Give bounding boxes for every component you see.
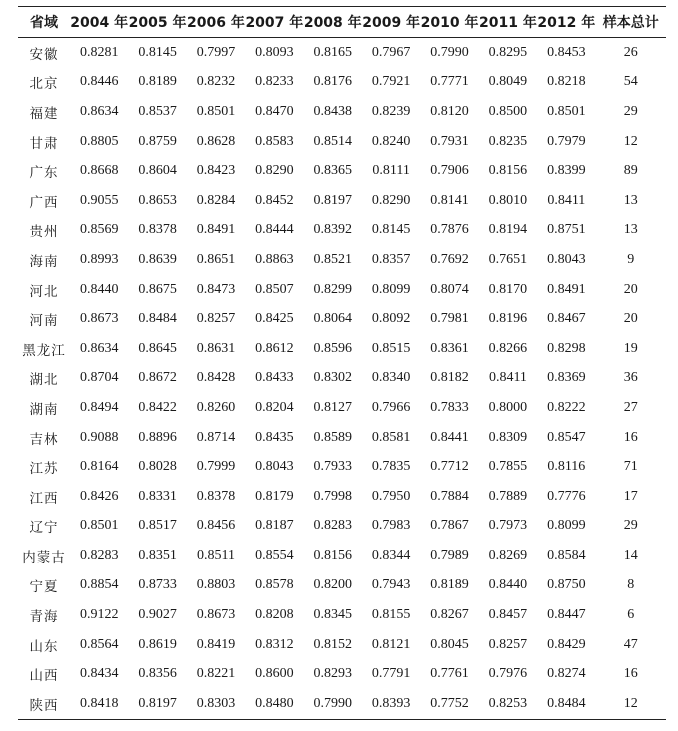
efficiency-value-cell: 0.8120 bbox=[430, 103, 469, 119]
efficiency-value-cell: 0.8596 bbox=[313, 340, 352, 356]
efficiency-value-cell: 0.8453 bbox=[547, 44, 586, 60]
efficiency-value-cell: 0.8299 bbox=[313, 281, 352, 297]
efficiency-value-cell: 0.8805 bbox=[79, 133, 119, 149]
efficiency-value-cell: 0.8854 bbox=[79, 577, 119, 593]
efficiency-value-cell: 0.8428 bbox=[196, 370, 236, 386]
table-row bbox=[18, 541, 666, 571]
efficiency-value-cell: 0.8156 bbox=[313, 547, 352, 563]
province-name-cell: 河北 bbox=[29, 283, 59, 300]
efficiency-value-cell: 0.8378 bbox=[196, 488, 236, 504]
table-row bbox=[18, 216, 666, 246]
efficiency-value-cell: 0.8392 bbox=[313, 222, 352, 238]
efficiency-value-cell: 0.7906 bbox=[430, 163, 469, 179]
efficiency-value-cell: 0.8440 bbox=[79, 281, 119, 297]
efficiency-value-cell: 0.8581 bbox=[371, 429, 411, 445]
efficiency-value-cell: 0.8298 bbox=[547, 340, 586, 356]
efficiency-value-cell: 0.8411 bbox=[488, 370, 527, 386]
efficiency-value-cell: 0.9055 bbox=[79, 192, 119, 208]
table-row bbox=[18, 127, 666, 157]
efficiency-value-cell: 0.8194 bbox=[488, 222, 528, 238]
efficiency-value-cell: 0.8197 bbox=[313, 192, 352, 208]
sample-count-cell: 20 bbox=[623, 281, 638, 297]
province-name-cell: 山东 bbox=[29, 638, 59, 655]
efficiency-value-cell: 0.8521 bbox=[313, 251, 352, 267]
efficiency-value-cell: 0.8116 bbox=[547, 459, 586, 475]
efficiency-value-cell: 0.8759 bbox=[138, 133, 177, 149]
efficiency-value-cell: 0.8452 bbox=[255, 192, 294, 208]
efficiency-value-cell: 0.8049 bbox=[488, 74, 528, 90]
province-name-cell: 海南 bbox=[29, 253, 59, 270]
efficiency-value-cell: 0.8345 bbox=[313, 607, 352, 623]
efficiency-value-cell: 0.8604 bbox=[138, 163, 177, 179]
efficiency-value-cell: 0.8435 bbox=[255, 429, 294, 445]
table-row bbox=[18, 97, 666, 127]
efficiency-value-cell: 0.8257 bbox=[488, 636, 528, 652]
efficiency-value-cell: 0.8045 bbox=[430, 636, 469, 652]
efficiency-value-cell: 0.8429 bbox=[547, 636, 586, 652]
efficiency-value-cell: 0.8411 bbox=[547, 192, 586, 208]
efficiency-value-cell: 0.8303 bbox=[196, 695, 236, 711]
efficiency-value-cell: 0.8517 bbox=[138, 518, 177, 534]
sample-count-cell: 12 bbox=[623, 133, 638, 149]
efficiency-value-cell: 0.8233 bbox=[255, 74, 294, 90]
efficiency-value-cell: 0.8639 bbox=[138, 251, 177, 267]
province-name-cell: 辽宁 bbox=[29, 520, 59, 537]
sample-count-cell: 16 bbox=[623, 429, 638, 445]
efficiency-value-cell: 0.8484 bbox=[547, 695, 586, 711]
efficiency-value-cell: 0.8393 bbox=[371, 695, 411, 711]
efficiency-value-cell: 0.8369 bbox=[547, 370, 586, 386]
efficiency-value-cell: 0.7998 bbox=[313, 488, 352, 504]
efficiency-value-cell: 0.8714 bbox=[196, 429, 236, 445]
sample-count-cell: 29 bbox=[623, 518, 638, 534]
province-name-cell: 河南 bbox=[29, 313, 59, 330]
efficiency-value-cell: 0.8896 bbox=[138, 429, 177, 445]
efficiency-value-cell: 0.7931 bbox=[430, 133, 469, 149]
sample-count-cell: 29 bbox=[623, 103, 638, 119]
efficiency-value-cell: 0.8733 bbox=[138, 577, 177, 593]
province-name-cell: 江西 bbox=[29, 490, 59, 507]
efficiency-value-cell: 0.8419 bbox=[196, 636, 236, 652]
column-header-year: 2008 年 bbox=[303, 15, 362, 31]
efficiency-value-cell: 0.7979 bbox=[547, 133, 586, 149]
sample-count-cell: 9 bbox=[627, 251, 635, 267]
province-name-cell: 贵州 bbox=[29, 224, 59, 241]
efficiency-value-cell: 0.7835 bbox=[371, 459, 411, 475]
efficiency-value-cell: 0.8440 bbox=[488, 577, 528, 593]
province-name-cell: 宁夏 bbox=[29, 579, 59, 596]
efficiency-value-cell: 0.8438 bbox=[313, 103, 352, 119]
province-name-cell: 黑龙江 bbox=[22, 342, 66, 359]
column-header-year: 2006 年 bbox=[187, 15, 245, 31]
efficiency-value-cell: 0.8295 bbox=[488, 44, 528, 60]
efficiency-value-cell: 0.8434 bbox=[79, 666, 119, 682]
efficiency-value-cell: 0.7712 bbox=[430, 459, 469, 475]
column-header-year: 2005 年 bbox=[128, 15, 187, 31]
efficiency-value-cell: 0.7867 bbox=[430, 518, 469, 534]
efficiency-value-cell: 0.8378 bbox=[138, 222, 177, 238]
efficiency-value-cell: 0.8569 bbox=[79, 222, 119, 238]
efficiency-value-cell: 0.8619 bbox=[138, 636, 177, 652]
efficiency-value-cell: 0.7771 bbox=[430, 74, 469, 90]
efficiency-value-cell: 0.7967 bbox=[371, 44, 411, 60]
efficiency-value-cell: 0.7776 bbox=[547, 488, 586, 504]
province-name-cell: 吉林 bbox=[29, 431, 59, 448]
efficiency-value-cell: 0.7981 bbox=[430, 311, 469, 327]
efficiency-value-cell: 0.8302 bbox=[313, 370, 352, 386]
efficiency-value-cell: 0.8426 bbox=[79, 488, 119, 504]
efficiency-value-cell: 0.7950 bbox=[371, 488, 411, 504]
efficiency-value-cell: 0.8170 bbox=[488, 281, 528, 297]
efficiency-value-cell: 0.8121 bbox=[371, 636, 411, 652]
province-name-cell: 广东 bbox=[29, 165, 59, 182]
efficiency-value-cell: 0.8484 bbox=[138, 311, 177, 327]
efficiency-value-cell: 0.8473 bbox=[196, 281, 236, 297]
efficiency-value-cell: 0.8537 bbox=[138, 103, 177, 119]
efficiency-value-cell: 0.8111 bbox=[372, 163, 410, 179]
efficiency-value-cell: 0.8554 bbox=[255, 547, 294, 563]
table-row bbox=[18, 571, 666, 601]
efficiency-value-cell: 0.8257 bbox=[196, 311, 236, 327]
sample-count-cell: 47 bbox=[623, 636, 638, 652]
efficiency-value-cell: 0.8179 bbox=[255, 488, 294, 504]
efficiency-value-cell: 0.8283 bbox=[313, 518, 352, 534]
efficiency-value-cell: 0.8612 bbox=[255, 340, 294, 356]
efficiency-value-cell: 0.8547 bbox=[547, 429, 586, 445]
efficiency-value-cell: 0.7989 bbox=[430, 547, 469, 563]
sample-count-cell: 89 bbox=[623, 163, 638, 179]
efficiency-value-cell: 0.8284 bbox=[196, 192, 236, 208]
efficiency-value-cell: 0.8309 bbox=[488, 429, 528, 445]
table-row bbox=[18, 393, 666, 423]
column-header-year: 2012 年 bbox=[537, 15, 596, 31]
efficiency-value-cell: 0.8176 bbox=[313, 74, 352, 90]
efficiency-value-cell: 0.8240 bbox=[371, 133, 411, 149]
sample-count-cell: 54 bbox=[623, 74, 638, 90]
efficiency-value-cell: 0.8491 bbox=[196, 222, 236, 238]
column-header-sample-total: 样本总计 bbox=[602, 15, 659, 31]
efficiency-value-cell: 0.8232 bbox=[196, 74, 236, 90]
efficiency-value-cell: 0.8266 bbox=[488, 340, 528, 356]
efficiency-value-cell: 0.8672 bbox=[138, 370, 177, 386]
province-name-cell: 湖北 bbox=[29, 372, 59, 389]
province-name-cell: 福建 bbox=[29, 105, 59, 122]
efficiency-value-cell: 0.8425 bbox=[255, 311, 294, 327]
efficiency-value-cell: 0.8340 bbox=[371, 370, 411, 386]
efficiency-value-cell: 0.8418 bbox=[79, 695, 119, 711]
efficiency-value-cell: 0.8470 bbox=[255, 103, 294, 119]
efficiency-value-cell: 0.7692 bbox=[430, 251, 469, 267]
column-header-year: 2011 年 bbox=[479, 15, 537, 31]
sample-count-cell: 6 bbox=[627, 607, 635, 623]
table-row bbox=[18, 186, 666, 216]
efficiency-value-cell: 0.8155 bbox=[371, 607, 411, 623]
efficiency-value-cell: 0.8423 bbox=[196, 163, 236, 179]
efficiency-value-cell: 0.8312 bbox=[255, 636, 294, 652]
efficiency-value-cell: 0.7933 bbox=[313, 459, 352, 475]
efficiency-value-cell: 0.8235 bbox=[488, 133, 528, 149]
efficiency-value-cell: 0.7791 bbox=[371, 666, 411, 682]
sample-count-cell: 16 bbox=[623, 666, 638, 682]
efficiency-value-cell: 0.8290 bbox=[255, 163, 294, 179]
sample-count-cell: 36 bbox=[623, 370, 638, 386]
efficiency-value-cell: 0.8344 bbox=[371, 547, 411, 563]
table-row bbox=[18, 156, 666, 186]
table-row bbox=[18, 482, 666, 512]
efficiency-value-cell: 0.8446 bbox=[79, 74, 119, 90]
efficiency-value-cell: 0.8422 bbox=[138, 399, 177, 415]
efficiency-value-cell: 0.8156 bbox=[488, 163, 528, 179]
efficiency-value-cell: 0.8634 bbox=[79, 103, 119, 119]
efficiency-value-cell: 0.8668 bbox=[79, 163, 119, 179]
efficiency-value-cell: 0.8501 bbox=[547, 103, 586, 119]
efficiency-value-cell: 0.7999 bbox=[196, 459, 236, 475]
efficiency-value-cell: 0.8399 bbox=[547, 163, 586, 179]
efficiency-value-cell: 0.8221 bbox=[196, 666, 236, 682]
efficiency-value-cell: 0.8467 bbox=[547, 311, 586, 327]
efficiency-value-cell: 0.7761 bbox=[430, 666, 469, 682]
efficiency-value-cell: 0.8863 bbox=[255, 251, 294, 267]
efficiency-value-cell: 0.8803 bbox=[196, 577, 236, 593]
province-name-cell: 湖南 bbox=[29, 401, 59, 418]
efficiency-value-cell: 0.8010 bbox=[488, 192, 528, 208]
efficiency-value-cell: 0.8511 bbox=[196, 547, 235, 563]
efficiency-value-cell: 0.8145 bbox=[371, 222, 411, 238]
efficiency-value-cell: 0.8993 bbox=[79, 251, 119, 267]
efficiency-value-cell: 0.8127 bbox=[313, 399, 352, 415]
efficiency-value-cell: 0.7855 bbox=[488, 459, 528, 475]
table-row bbox=[18, 304, 666, 334]
efficiency-value-cell: 0.8189 bbox=[430, 577, 469, 593]
province-name-cell: 甘肃 bbox=[29, 135, 59, 152]
efficiency-value-cell: 0.8274 bbox=[547, 666, 586, 682]
efficiency-value-cell: 0.8043 bbox=[255, 459, 294, 475]
efficiency-value-cell: 0.8281 bbox=[79, 44, 119, 60]
efficiency-value-cell: 0.8673 bbox=[79, 311, 119, 327]
efficiency-value-cell: 0.8189 bbox=[138, 74, 177, 90]
efficiency-value-cell: 0.8501 bbox=[196, 103, 236, 119]
sample-count-cell: 14 bbox=[623, 547, 638, 563]
efficiency-value-cell: 0.8351 bbox=[138, 547, 177, 563]
efficiency-value-cell: 0.9122 bbox=[79, 607, 119, 623]
efficiency-value-cell: 0.7997 bbox=[196, 44, 236, 60]
efficiency-value-cell: 0.8357 bbox=[371, 251, 411, 267]
efficiency-value-cell: 0.8653 bbox=[138, 192, 177, 208]
province-efficiency-table bbox=[18, 6, 666, 720]
sample-count-cell: 8 bbox=[627, 577, 635, 593]
column-header-year: 2007 年 bbox=[245, 15, 304, 31]
efficiency-value-cell: 0.8583 bbox=[255, 133, 294, 149]
efficiency-value-cell: 0.8290 bbox=[371, 192, 411, 208]
data-table-container bbox=[18, 6, 666, 720]
efficiency-value-cell: 0.8500 bbox=[488, 103, 528, 119]
efficiency-value-cell: 0.7943 bbox=[371, 577, 411, 593]
efficiency-value-cell: 0.8164 bbox=[79, 459, 119, 475]
efficiency-value-cell: 0.8491 bbox=[547, 281, 586, 297]
sample-count-cell: 27 bbox=[623, 399, 638, 415]
table-header-row bbox=[18, 7, 666, 38]
table-row bbox=[18, 452, 666, 482]
efficiency-value-cell: 0.8239 bbox=[371, 103, 411, 119]
sample-count-cell: 20 bbox=[623, 311, 638, 327]
efficiency-value-cell: 0.8165 bbox=[313, 44, 352, 60]
efficiency-value-cell: 0.8356 bbox=[138, 666, 177, 682]
efficiency-value-cell: 0.7884 bbox=[430, 488, 469, 504]
efficiency-value-cell: 0.7876 bbox=[430, 222, 469, 238]
efficiency-value-cell: 0.8074 bbox=[430, 281, 469, 297]
efficiency-value-cell: 0.8507 bbox=[255, 281, 294, 297]
column-header-year: 2009 年 bbox=[362, 15, 421, 31]
province-name-cell: 北京 bbox=[29, 76, 59, 93]
efficiency-value-cell: 0.7889 bbox=[488, 488, 528, 504]
column-header-year: 2010 年 bbox=[420, 15, 479, 31]
efficiency-value-cell: 0.8253 bbox=[488, 695, 528, 711]
efficiency-value-cell: 0.7973 bbox=[488, 518, 528, 534]
efficiency-value-cell: 0.8673 bbox=[196, 607, 236, 623]
table-row bbox=[18, 659, 666, 689]
province-name-cell: 安徽 bbox=[29, 46, 59, 63]
table-row bbox=[18, 245, 666, 275]
efficiency-value-cell: 0.8208 bbox=[255, 607, 294, 623]
efficiency-value-cell: 0.7966 bbox=[371, 399, 411, 415]
sample-count-cell: 12 bbox=[623, 695, 638, 711]
efficiency-value-cell: 0.8099 bbox=[547, 518, 586, 534]
sample-count-cell: 17 bbox=[623, 488, 638, 504]
efficiency-value-cell: 0.7976 bbox=[488, 666, 528, 682]
efficiency-value-cell: 0.8269 bbox=[488, 547, 528, 563]
column-header-province: 省域 bbox=[30, 15, 58, 31]
efficiency-value-cell: 0.8514 bbox=[313, 133, 352, 149]
efficiency-value-cell: 0.8515 bbox=[371, 340, 411, 356]
table-row bbox=[18, 630, 666, 660]
efficiency-value-cell: 0.7990 bbox=[430, 44, 469, 60]
province-name-cell: 青海 bbox=[29, 609, 59, 626]
table-row bbox=[18, 275, 666, 305]
column-header-year: 2004 年 bbox=[70, 15, 129, 31]
efficiency-value-cell: 0.8456 bbox=[196, 518, 236, 534]
efficiency-value-cell: 0.8064 bbox=[313, 311, 352, 327]
efficiency-value-cell: 0.8480 bbox=[255, 695, 294, 711]
efficiency-value-cell: 0.8222 bbox=[547, 399, 586, 415]
efficiency-value-cell: 0.8634 bbox=[79, 340, 119, 356]
sample-count-cell: 71 bbox=[623, 459, 638, 475]
efficiency-value-cell: 0.8260 bbox=[196, 399, 236, 415]
province-name-cell: 陕西 bbox=[29, 697, 59, 714]
efficiency-value-cell: 0.8447 bbox=[547, 607, 586, 623]
efficiency-value-cell: 0.8092 bbox=[371, 311, 411, 327]
table-row bbox=[18, 600, 666, 630]
efficiency-value-cell: 0.8218 bbox=[547, 74, 586, 90]
efficiency-value-cell: 0.8645 bbox=[138, 340, 177, 356]
efficiency-value-cell: 0.8651 bbox=[196, 251, 236, 267]
table-row bbox=[18, 334, 666, 364]
province-name-cell: 山西 bbox=[29, 668, 59, 685]
efficiency-value-cell: 0.8675 bbox=[138, 281, 177, 297]
efficiency-value-cell: 0.8141 bbox=[430, 192, 469, 208]
efficiency-value-cell: 0.8441 bbox=[430, 429, 469, 445]
efficiency-value-cell: 0.7921 bbox=[371, 74, 411, 90]
table-row bbox=[18, 68, 666, 98]
efficiency-value-cell: 0.8145 bbox=[138, 44, 177, 60]
sample-count-cell: 19 bbox=[623, 340, 638, 356]
table-row bbox=[18, 423, 666, 453]
efficiency-value-cell: 0.8600 bbox=[255, 666, 294, 682]
efficiency-value-cell: 0.8283 bbox=[79, 547, 119, 563]
efficiency-value-cell: 0.8750 bbox=[547, 577, 586, 593]
efficiency-value-cell: 0.8751 bbox=[547, 222, 586, 238]
table-row bbox=[18, 364, 666, 394]
table-row bbox=[18, 689, 666, 719]
efficiency-value-cell: 0.7990 bbox=[313, 695, 352, 711]
table-row bbox=[18, 38, 666, 68]
efficiency-value-cell: 0.9027 bbox=[138, 607, 177, 623]
sample-count-cell: 13 bbox=[623, 222, 638, 238]
efficiency-value-cell: 0.8182 bbox=[430, 370, 469, 386]
province-name-cell: 内蒙古 bbox=[22, 549, 66, 566]
efficiency-value-cell: 0.8578 bbox=[255, 577, 294, 593]
efficiency-value-cell: 0.7651 bbox=[488, 251, 528, 267]
efficiency-value-cell: 0.8564 bbox=[79, 636, 119, 652]
efficiency-value-cell: 0.8197 bbox=[138, 695, 177, 711]
efficiency-value-cell: 0.8457 bbox=[488, 607, 528, 623]
efficiency-value-cell: 0.8204 bbox=[255, 399, 294, 415]
sample-count-cell: 26 bbox=[623, 44, 638, 60]
efficiency-value-cell: 0.8631 bbox=[196, 340, 236, 356]
efficiency-value-cell: 0.8584 bbox=[547, 547, 586, 563]
efficiency-value-cell: 0.8361 bbox=[430, 340, 469, 356]
efficiency-value-cell: 0.8704 bbox=[79, 370, 119, 386]
efficiency-value-cell: 0.8589 bbox=[313, 429, 352, 445]
efficiency-value-cell: 0.9088 bbox=[79, 429, 119, 445]
efficiency-value-cell: 0.8196 bbox=[488, 311, 528, 327]
efficiency-value-cell: 0.8365 bbox=[313, 163, 352, 179]
efficiency-value-cell: 0.8200 bbox=[313, 577, 352, 593]
province-name-cell: 广西 bbox=[29, 194, 59, 211]
efficiency-value-cell: 0.8433 bbox=[255, 370, 294, 386]
efficiency-value-cell: 0.8501 bbox=[79, 518, 119, 534]
efficiency-value-cell: 0.7833 bbox=[430, 399, 469, 415]
efficiency-value-cell: 0.7752 bbox=[430, 695, 469, 711]
efficiency-value-cell: 0.8152 bbox=[313, 636, 352, 652]
sample-count-cell: 13 bbox=[623, 192, 638, 208]
efficiency-value-cell: 0.8267 bbox=[430, 607, 469, 623]
efficiency-value-cell: 0.8043 bbox=[547, 251, 586, 267]
efficiency-value-cell: 0.8187 bbox=[255, 518, 294, 534]
efficiency-value-cell: 0.8000 bbox=[488, 399, 528, 415]
efficiency-value-cell: 0.8093 bbox=[255, 44, 294, 60]
efficiency-value-cell: 0.8028 bbox=[138, 459, 177, 475]
efficiency-value-cell: 0.8293 bbox=[313, 666, 352, 682]
province-name-cell: 江苏 bbox=[29, 461, 59, 478]
efficiency-value-cell: 0.8099 bbox=[371, 281, 411, 297]
efficiency-value-cell: 0.8444 bbox=[255, 222, 294, 238]
efficiency-value-cell: 0.8628 bbox=[196, 133, 236, 149]
efficiency-value-cell: 0.7983 bbox=[371, 518, 411, 534]
efficiency-value-cell: 0.8331 bbox=[138, 488, 177, 504]
table-body bbox=[18, 38, 666, 720]
efficiency-value-cell: 0.8494 bbox=[79, 399, 119, 415]
table-row bbox=[18, 512, 666, 542]
